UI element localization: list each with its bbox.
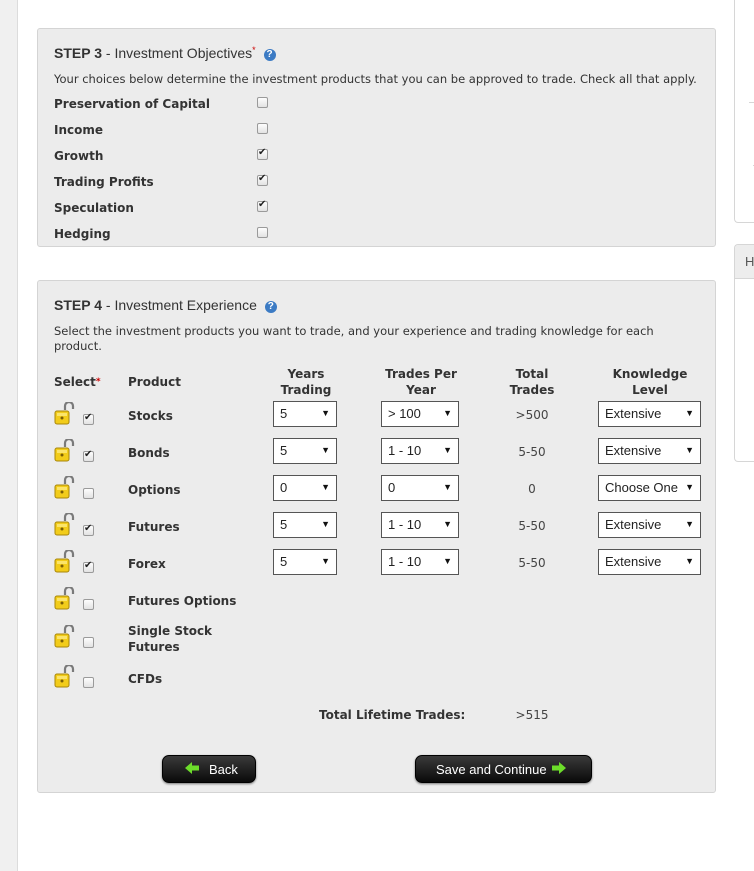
step4-title-text: - Investment Experience — [105, 297, 257, 313]
product-name — [128, 556, 166, 572]
knowledge-level-header — [600, 366, 700, 398]
trades-per-year-select-value: 1 - 10 — [388, 443, 422, 458]
arrow-left-icon — [185, 761, 199, 775]
total-trades-value: 5-50 — [518, 445, 546, 459]
dropdown-arrow-icon: ▼ — [321, 445, 330, 455]
help-icon[interactable]: ? — [265, 301, 277, 313]
product-checkbox[interactable] — [83, 599, 94, 610]
total-trades-value: 5-50 — [518, 519, 546, 533]
trades-per-year-select-value: 1 - 10 — [388, 517, 422, 532]
trades-per-year-header-line1: Trades Per — [385, 367, 457, 381]
objective-checkbox[interactable] — [257, 175, 268, 186]
trades-per-year-select[interactable] — [381, 512, 459, 538]
objective-label: Preservation of Capital — [54, 97, 210, 111]
product-name-line1: Single Stock — [128, 624, 213, 638]
years-trading-select-value: 5 — [280, 517, 288, 532]
trades-per-year-select[interactable] — [381, 475, 459, 501]
objective-label: Income — [54, 123, 104, 137]
lock-icon — [54, 625, 76, 649]
total-trades-value: >500 — [515, 408, 549, 422]
total-trades-value: 0 — [528, 482, 536, 496]
knowledge-level-header-line2: Level — [632, 383, 668, 397]
dropdown-arrow-icon: ▼ — [321, 408, 330, 418]
trades-per-year-select[interactable] — [381, 401, 459, 427]
step4-number: STEP 4 — [54, 297, 102, 313]
objective-checkbox[interactable] — [257, 123, 268, 134]
trades-per-year-select[interactable] — [381, 549, 459, 575]
product-checkbox[interactable] — [83, 677, 94, 688]
lock-icon — [54, 513, 76, 537]
product-checkbox[interactable] — [83, 525, 94, 536]
knowledge-level-select-value: Extensive — [605, 554, 662, 569]
knowledge-level-select-value: Extensive — [605, 406, 662, 421]
objective-label: Trading Profits — [54, 175, 154, 189]
dropdown-arrow-icon: ▼ — [443, 519, 452, 529]
objective-label: Speculation — [54, 201, 134, 215]
lock-icon — [54, 587, 76, 611]
product-name-line1: Options — [128, 483, 181, 497]
arrow-right-icon — [552, 761, 566, 775]
years-trading-header-line2: Trading — [280, 383, 332, 397]
select-header-label: Select — [54, 375, 96, 389]
total-trades-header-line1: Total — [515, 367, 549, 381]
product-name-line1: Stocks — [128, 409, 173, 423]
total-lifetime-trades-label: Total Lifetime Trades: — [319, 708, 466, 722]
right-sidebar-help-panel — [734, 244, 754, 462]
objective-checkbox[interactable] — [257, 227, 268, 238]
product-name-line1: Futures — [128, 520, 180, 534]
select-column-header — [54, 374, 101, 390]
product-checkbox[interactable] — [83, 488, 94, 499]
knowledge-level-select-value: Extensive — [605, 517, 662, 532]
dropdown-arrow-icon: ▼ — [685, 519, 694, 529]
years-trading-select-value: 0 — [280, 480, 288, 495]
product-name-line1: Bonds — [128, 446, 170, 460]
knowledge-level-select[interactable] — [598, 549, 701, 575]
product-name — [128, 445, 170, 461]
lock-icon — [54, 476, 76, 500]
knowledge-level-select[interactable] — [598, 401, 701, 427]
product-name — [128, 623, 212, 655]
required-mark: * — [95, 377, 101, 387]
knowledge-level-header-line1: Knowledge — [612, 367, 688, 381]
dropdown-arrow-icon: ▼ — [443, 408, 452, 418]
lock-icon — [54, 665, 76, 689]
product-name-line1: Futures Options — [128, 594, 237, 608]
knowledge-level-select[interactable] — [598, 438, 701, 464]
dropdown-arrow-icon: ▼ — [321, 556, 330, 566]
step4-description: Select the investment products you want to trade, and your experience and trading knowledge for each product. — [54, 324, 654, 353]
step3-title — [54, 45, 276, 61]
required-mark: * — [252, 45, 256, 55]
product-name — [128, 593, 236, 609]
trades-per-year-header-line2: Year — [406, 383, 436, 397]
dropdown-arrow-icon: ▼ — [443, 482, 452, 492]
total-trades-header-line2: Trades — [509, 383, 555, 397]
total-trades-value: 5-50 — [518, 556, 546, 570]
dropdown-arrow-icon: ▼ — [685, 482, 694, 492]
product-name — [128, 671, 162, 687]
years-trading-select-value: 5 — [280, 554, 288, 569]
step3-number: STEP 3 — [54, 45, 102, 61]
step3-title-text: - Investment Objectives — [105, 45, 253, 61]
dropdown-arrow-icon: ▼ — [443, 556, 452, 566]
lock-icon — [54, 439, 76, 463]
knowledge-level-select-value: Choose One — [605, 480, 678, 495]
years-trading-header — [266, 366, 346, 398]
step4-panel — [37, 280, 716, 793]
objective-checkbox[interactable] — [257, 149, 268, 160]
product-name-line2: Futures — [128, 640, 180, 654]
help-icon[interactable]: ? — [264, 49, 276, 61]
years-trading-select-value: 5 — [280, 443, 288, 458]
product-name — [128, 519, 180, 535]
years-trading-select[interactable] — [273, 512, 337, 538]
save-and-continue-button[interactable] — [415, 755, 592, 783]
step3-panel — [37, 28, 716, 247]
product-checkbox[interactable] — [83, 451, 94, 462]
step4-title — [54, 297, 277, 313]
back-button[interactable] — [162, 755, 256, 783]
objective-label: Growth — [54, 149, 104, 163]
objective-label: Hedging — [54, 227, 111, 241]
trades-per-year-header — [371, 366, 471, 398]
dropdown-arrow-icon: ▼ — [685, 445, 694, 455]
trades-per-year-select[interactable] — [381, 438, 459, 464]
dropdown-arrow-icon: ▼ — [321, 482, 330, 492]
lock-icon — [54, 550, 76, 574]
objective-checkbox[interactable] — [257, 97, 268, 108]
dropdown-arrow-icon: ▼ — [321, 519, 330, 529]
sidebar-help-header: H — [735, 245, 754, 279]
trades-per-year-select-value: 1 - 10 — [388, 554, 422, 569]
total-lifetime-trades-value: >515 — [515, 708, 549, 722]
product-name — [128, 482, 181, 498]
sidebar-divider — [749, 102, 754, 103]
knowledge-level-select[interactable] — [598, 512, 701, 538]
save-button-label: Save and Continue — [436, 762, 547, 777]
years-trading-select-value: 5 — [280, 406, 288, 421]
lock-icon — [54, 402, 76, 426]
product-checkbox[interactable] — [83, 637, 94, 648]
years-trading-select[interactable] — [273, 549, 337, 575]
product-name-line1: Forex — [128, 557, 166, 571]
years-trading-select[interactable] — [273, 438, 337, 464]
dropdown-arrow-icon: ▼ — [685, 556, 694, 566]
knowledge-level-select-value: Extensive — [605, 443, 662, 458]
step3-description: Your choices below determine the investment products that you can be approved to trade. Check all that apply. — [54, 72, 697, 86]
objective-checkbox[interactable] — [257, 201, 268, 212]
years-trading-select[interactable] — [273, 475, 337, 501]
product-name — [128, 408, 173, 424]
trades-per-year-select-value: 0 — [388, 480, 396, 495]
product-column-header: Product — [128, 375, 181, 389]
total-trades-header — [502, 366, 562, 398]
years-trading-header-line1: Years — [287, 367, 325, 381]
product-checkbox[interactable] — [83, 414, 94, 425]
back-button-label: Back — [209, 762, 238, 777]
dropdown-arrow-icon: ▼ — [443, 445, 452, 455]
left-rail — [0, 0, 18, 871]
years-trading-select[interactable] — [273, 401, 337, 427]
product-name-line1: CFDs — [128, 672, 163, 686]
dropdown-arrow-icon: ▼ — [685, 408, 694, 418]
product-checkbox[interactable] — [83, 562, 94, 573]
knowledge-level-select[interactable] — [598, 475, 701, 501]
right-sidebar-panel — [734, 0, 754, 223]
trades-per-year-select-value: > 100 — [388, 406, 421, 421]
